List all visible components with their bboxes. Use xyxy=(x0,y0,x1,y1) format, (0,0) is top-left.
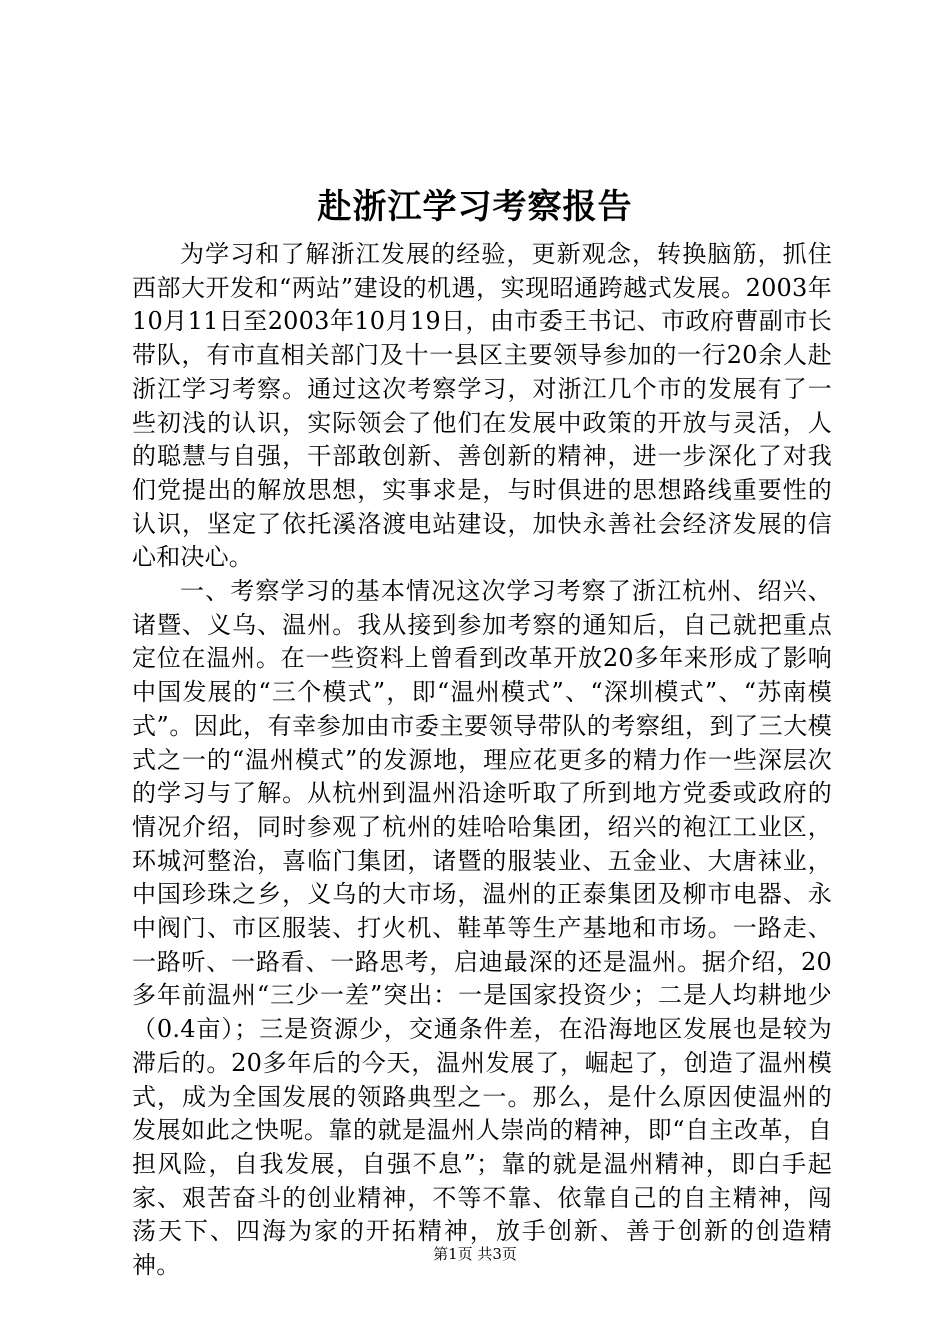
page-footer: 第1页 共3页 xyxy=(433,1245,517,1263)
paragraph-introduction: 为学习和了解浙江发展的经验，更新观念，转换脑筋，抓住西部大开发和“两站”建设的机遇，实现昭通跨越式发展。2003年10月11日至2003年10月19日，由市委王书记、市政府曹副市长带队，有市直相关部门及十一县区主要领导参加的一行20余人赴浙江学习考察。通过这次考察学习，对浙江几个市的发展有了一些初浅的认识，实际领会了他们在发展中政策的开放与灵活，人的聪慧与自强，干部敢创新、善创新的精神，进一步深化了对我们党提出的解放思想，实事求是，与时俱进的思想路线重要性的认识，坚定了依托溪洛渡电站建设，加快永善社会经济发展的信心和决心。 xyxy=(132,240,832,572)
document-body xyxy=(132,238,832,1283)
document-title: 赴浙江学习考察报告 xyxy=(317,187,633,227)
paragraph-section-one: 一、考察学习的基本情况这次学习考察了浙江杭州、绍兴、诸暨、义乌、温州。我从接到参加考察的通知后，自己就把重点定位在温州。在一些资料上曾看到改革开放20多年来形成了影响中国发展的“三个模式”，即“温州模式”、“深圳模式”、“苏南模式”。因此，有幸参加由市委主要领导带队的考察组，到了三大模式之一的“温州模式”的发源地，理应花更多的精力作一些深层次的学习与了解。从杭州到温州沿途听取了所到地方党委或政府的情况介绍，同时参观了杭州的娃哈哈集团，绍兴的袍江工业区，环城河整治，喜临门集团，诸暨的服装业、五金业、大唐袜业，中国珍珠之乡，义乌的大市场，温州的正泰集团及柳市电器、永中阀门、市区服装、打火机、鞋革等生产基地和市场。一路走、一路听、一路看、一路思考，启迪最深的还是温州。据介绍，20多年前温州“三少一差”突出：一是国家投资少；二是人均耕地少（0.4亩）；三是资源少，交通条件差，在沿海地区发展也是较为滞后的。20多年后的今天，温州发展了，崛起了，创造了温州模式，成为全国发展的领路典型之一。那么，是什么原因使温州的发展如此之快呢。靠的就是温州人崇尚的精神，即“自主改革，自担风险，自我发展，自强不息”；靠的就是温州精神，即白手起家、艰苦奋斗的创业精神，不等不靠、依靠自己的自主精神，闯荡天下、四海为家的开拓精神，放手创新、善于创新的创造精神。 xyxy=(132,577,832,1280)
